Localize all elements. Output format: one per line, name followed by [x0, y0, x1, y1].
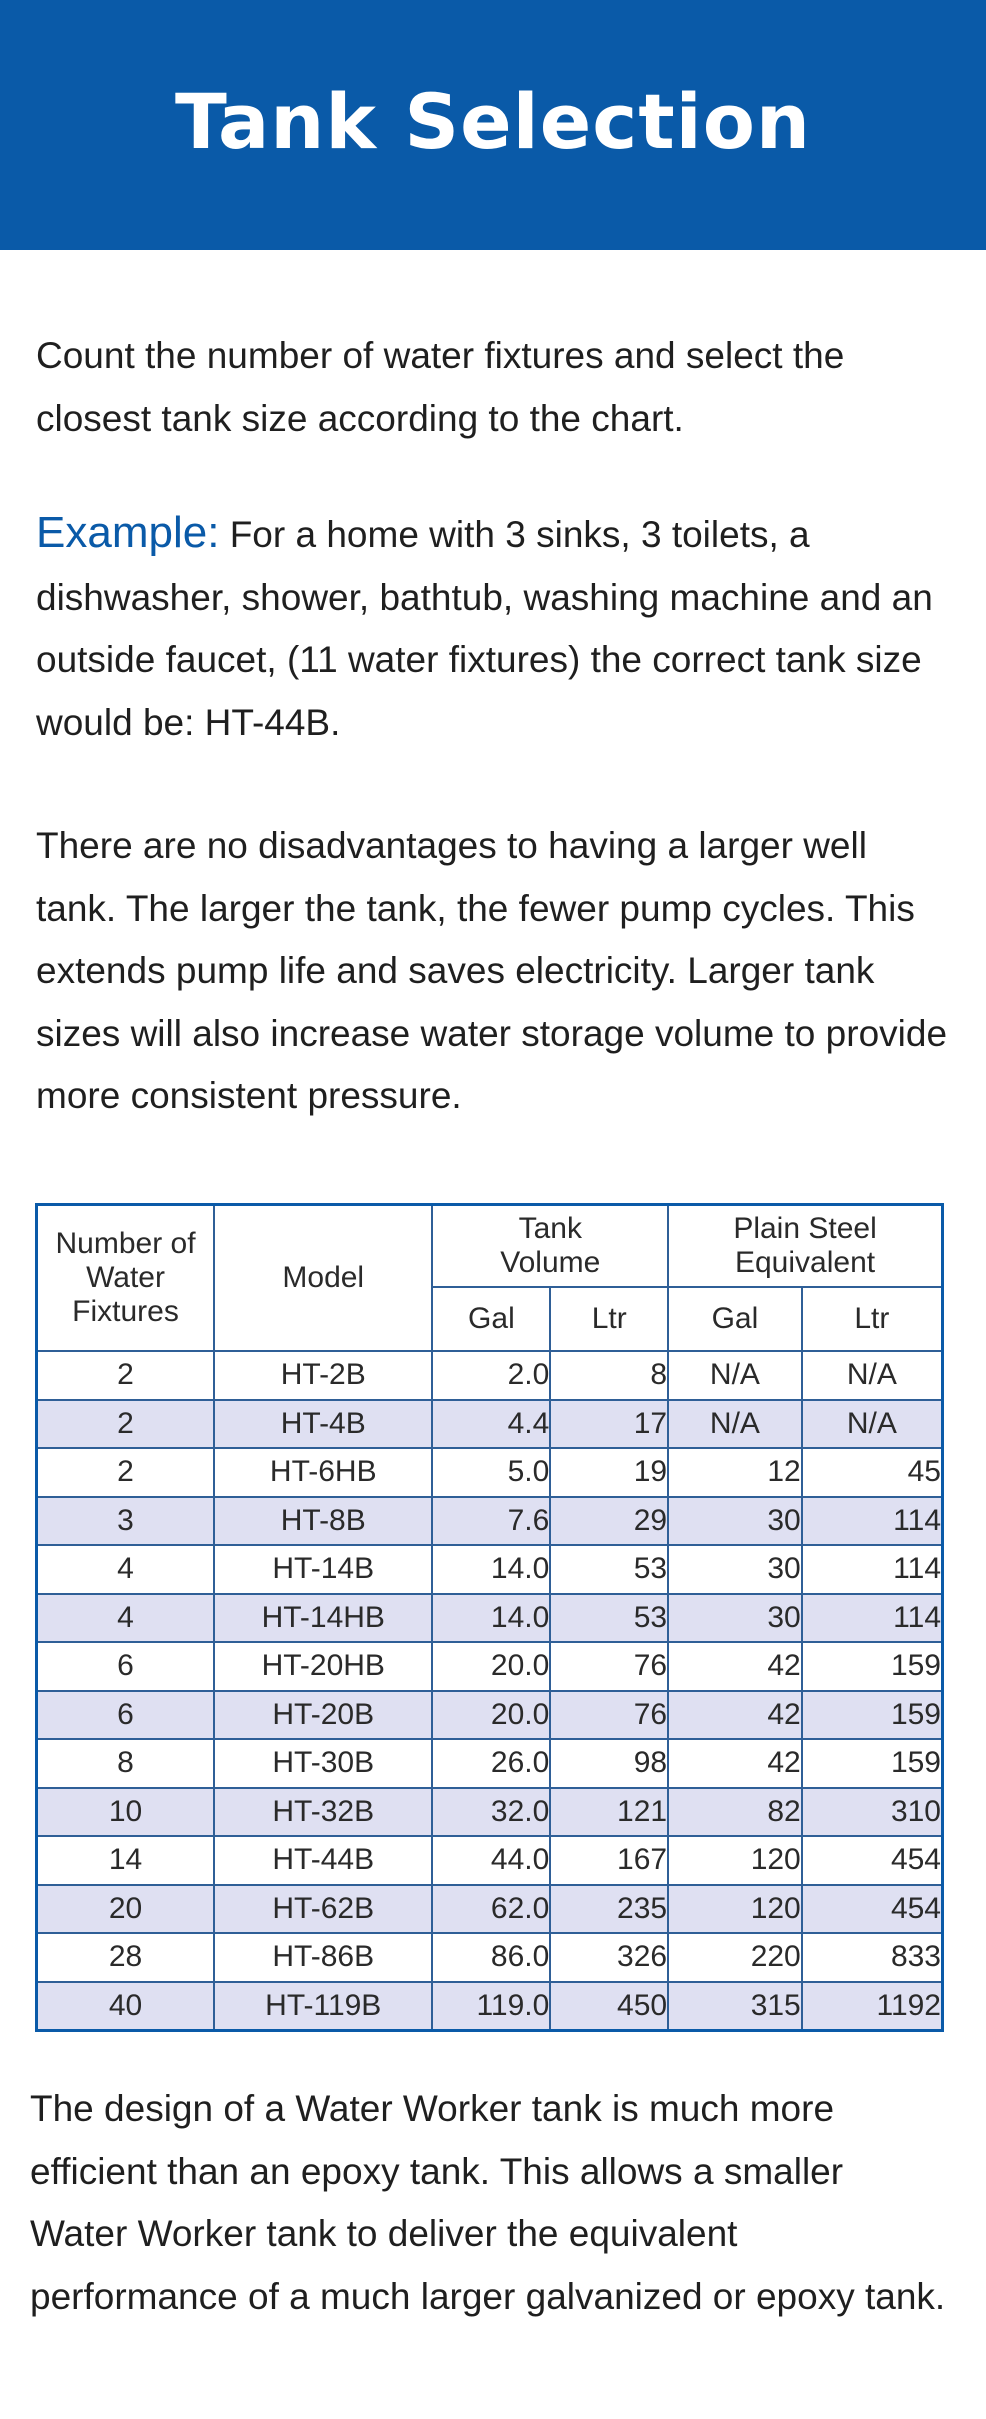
cell-steel-gal: 120 — [668, 1836, 802, 1885]
cell-steel-ltr: 114 — [802, 1545, 943, 1594]
cell-tank-ltr: 98 — [550, 1739, 668, 1788]
header-fixtures: Number of Water Fixtures — [37, 1205, 215, 1352]
cell-steel-gal: 220 — [668, 1933, 802, 1982]
cell-tank-ltr: 450 — [550, 1982, 668, 2031]
cell-steel-ltr: 1192 — [802, 1982, 943, 2031]
header-steel-ltr: Ltr — [802, 1287, 943, 1351]
cell-steel-gal: 42 — [668, 1739, 802, 1788]
cell-tank-gal: 4.4 — [432, 1400, 550, 1449]
cell-tank-gal: 5.0 — [432, 1448, 550, 1497]
table-row — [37, 1788, 943, 1837]
header-plain-steel: Plain Steel Equivalent — [668, 1205, 942, 1288]
cell-tank-ltr: 19 — [550, 1448, 668, 1497]
cell-fixtures: 10 — [37, 1788, 215, 1837]
cell-tank-gal: 20.0 — [432, 1691, 550, 1740]
cell-tank-gal: 119.0 — [432, 1982, 550, 2031]
table-row — [37, 1448, 943, 1497]
cell-steel-ltr: 833 — [802, 1933, 943, 1982]
cell-fixtures: 4 — [37, 1545, 215, 1594]
cell-model: HT-6HB — [214, 1448, 432, 1497]
cell-tank-ltr: 121 — [550, 1788, 668, 1837]
cell-fixtures: 2 — [37, 1448, 215, 1497]
cell-model: HT-8B — [214, 1497, 432, 1546]
design-paragraph: The design of a Water Worker tank is much more efficient than an epoxy tank. This allows a smaller Water Worker tank to deliver the equivalent performance of a much larger galvanized or epoxy tank. — [30, 2088, 946, 2317]
cell-steel-ltr: 454 — [802, 1836, 943, 1885]
cell-tank-gal: 86.0 — [432, 1933, 550, 1982]
cell-tank-ltr: 167 — [550, 1836, 668, 1885]
header-steel-gal: Gal — [668, 1287, 802, 1351]
table-row — [37, 1351, 943, 1400]
cell-tank-gal: 7.6 — [432, 1497, 550, 1546]
header-model: Model — [214, 1205, 432, 1352]
cell-tank-gal: 32.0 — [432, 1788, 550, 1837]
cell-steel-gal: 30 — [668, 1594, 802, 1643]
cell-steel-ltr: 114 — [802, 1497, 943, 1546]
cell-fixtures: 2 — [37, 1351, 215, 1400]
header-tank-volume: Tank Volume — [432, 1205, 668, 1288]
cell-steel-gal: 82 — [668, 1788, 802, 1837]
cell-model: HT-20B — [214, 1691, 432, 1740]
cell-fixtures: 20 — [37, 1885, 215, 1934]
intro-paragraph: Count the number of water fixtures and select the closest tank size according to the chart. — [36, 335, 845, 439]
table-row — [37, 1642, 943, 1691]
cell-fixtures: 6 — [37, 1642, 215, 1691]
table-row — [37, 1933, 943, 1982]
example-text: For a home with 3 sinks, 3 toilets, a dishwasher, shower, bathtub, washing machine and an outside faucet, (11 water fixtures) the correct tank size would be: HT-44B. — [36, 514, 933, 743]
cell-steel-ltr: 159 — [802, 1642, 943, 1691]
header-tank-gal: Gal — [432, 1287, 550, 1351]
table-row — [37, 1545, 943, 1594]
cell-tank-gal: 14.0 — [432, 1594, 550, 1643]
cell-steel-gal: 30 — [668, 1497, 802, 1546]
cell-steel-gal: N/A — [668, 1400, 802, 1449]
example-paragraph — [36, 502, 956, 754]
cell-steel-ltr: N/A — [802, 1351, 943, 1400]
header-tank-ltr: Ltr — [550, 1287, 668, 1351]
cell-steel-ltr: 159 — [802, 1739, 943, 1788]
cell-steel-gal: 42 — [668, 1642, 802, 1691]
cell-fixtures: 8 — [37, 1739, 215, 1788]
example-label: Example: — [36, 508, 220, 557]
cell-tank-gal: 44.0 — [432, 1836, 550, 1885]
cell-tank-ltr: 235 — [550, 1885, 668, 1934]
cell-fixtures: 28 — [37, 1933, 215, 1982]
cell-model: HT-30B — [214, 1739, 432, 1788]
cell-fixtures: 40 — [37, 1982, 215, 2031]
cell-steel-gal: 12 — [668, 1448, 802, 1497]
cell-fixtures: 14 — [37, 1836, 215, 1885]
cell-steel-gal: N/A — [668, 1351, 802, 1400]
cell-tank-gal: 20.0 — [432, 1642, 550, 1691]
cell-fixtures: 3 — [37, 1497, 215, 1546]
cell-fixtures: 6 — [37, 1691, 215, 1740]
cell-tank-ltr: 76 — [550, 1691, 668, 1740]
cell-steel-ltr: 454 — [802, 1885, 943, 1934]
cell-tank-ltr: 76 — [550, 1642, 668, 1691]
cell-steel-ltr: 310 — [802, 1788, 943, 1837]
cell-tank-gal: 14.0 — [432, 1545, 550, 1594]
cell-steel-gal: 42 — [668, 1691, 802, 1740]
cell-tank-ltr: 8 — [550, 1351, 668, 1400]
cell-steel-gal: 120 — [668, 1885, 802, 1934]
cell-tank-ltr: 29 — [550, 1497, 668, 1546]
cell-tank-gal: 62.0 — [432, 1885, 550, 1934]
cell-model: HT-14B — [214, 1545, 432, 1594]
table-row — [37, 1594, 943, 1643]
cell-model: HT-2B — [214, 1351, 432, 1400]
tank-selection-table — [35, 1203, 944, 2032]
cell-model: HT-62B — [214, 1885, 432, 1934]
table-row — [37, 1400, 943, 1449]
advantages-paragraph: There are no disadvantages to having a larger well tank. The larger the tank, the fewer pump cycles. This extends pump life and saves electricity. Larger tank sizes will also increase water storage volume to provide more consistent pressure. — [36, 825, 948, 1116]
cell-steel-ltr: N/A — [802, 1400, 943, 1449]
cell-model: HT-4B — [214, 1400, 432, 1449]
cell-model: HT-86B — [214, 1933, 432, 1982]
table-row — [37, 1739, 943, 1788]
cell-tank-ltr: 17 — [550, 1400, 668, 1449]
table-row — [37, 1497, 943, 1546]
cell-model: HT-20HB — [214, 1642, 432, 1691]
title-banner — [0, 0, 986, 250]
cell-fixtures: 4 — [37, 1594, 215, 1643]
cell-steel-ltr: 114 — [802, 1594, 943, 1643]
cell-steel-gal: 315 — [668, 1982, 802, 2031]
table-row — [37, 1982, 943, 2031]
cell-tank-gal: 2.0 — [432, 1351, 550, 1400]
cell-tank-ltr: 53 — [550, 1594, 668, 1643]
cell-tank-ltr: 326 — [550, 1933, 668, 1982]
table-row — [37, 1885, 943, 1934]
table-row — [37, 1836, 943, 1885]
cell-fixtures: 2 — [37, 1400, 215, 1449]
cell-steel-gal: 30 — [668, 1545, 802, 1594]
cell-tank-ltr: 53 — [550, 1545, 668, 1594]
cell-tank-gal: 26.0 — [432, 1739, 550, 1788]
table-body — [37, 1351, 943, 2030]
cell-steel-ltr: 45 — [802, 1448, 943, 1497]
cell-model: HT-32B — [214, 1788, 432, 1837]
cell-model: HT-119B — [214, 1982, 432, 2031]
cell-model: HT-44B — [214, 1836, 432, 1885]
table-row — [37, 1691, 943, 1740]
cell-model: HT-14HB — [214, 1594, 432, 1643]
page-title: Tank Selection — [174, 76, 812, 166]
cell-steel-ltr: 159 — [802, 1691, 943, 1740]
